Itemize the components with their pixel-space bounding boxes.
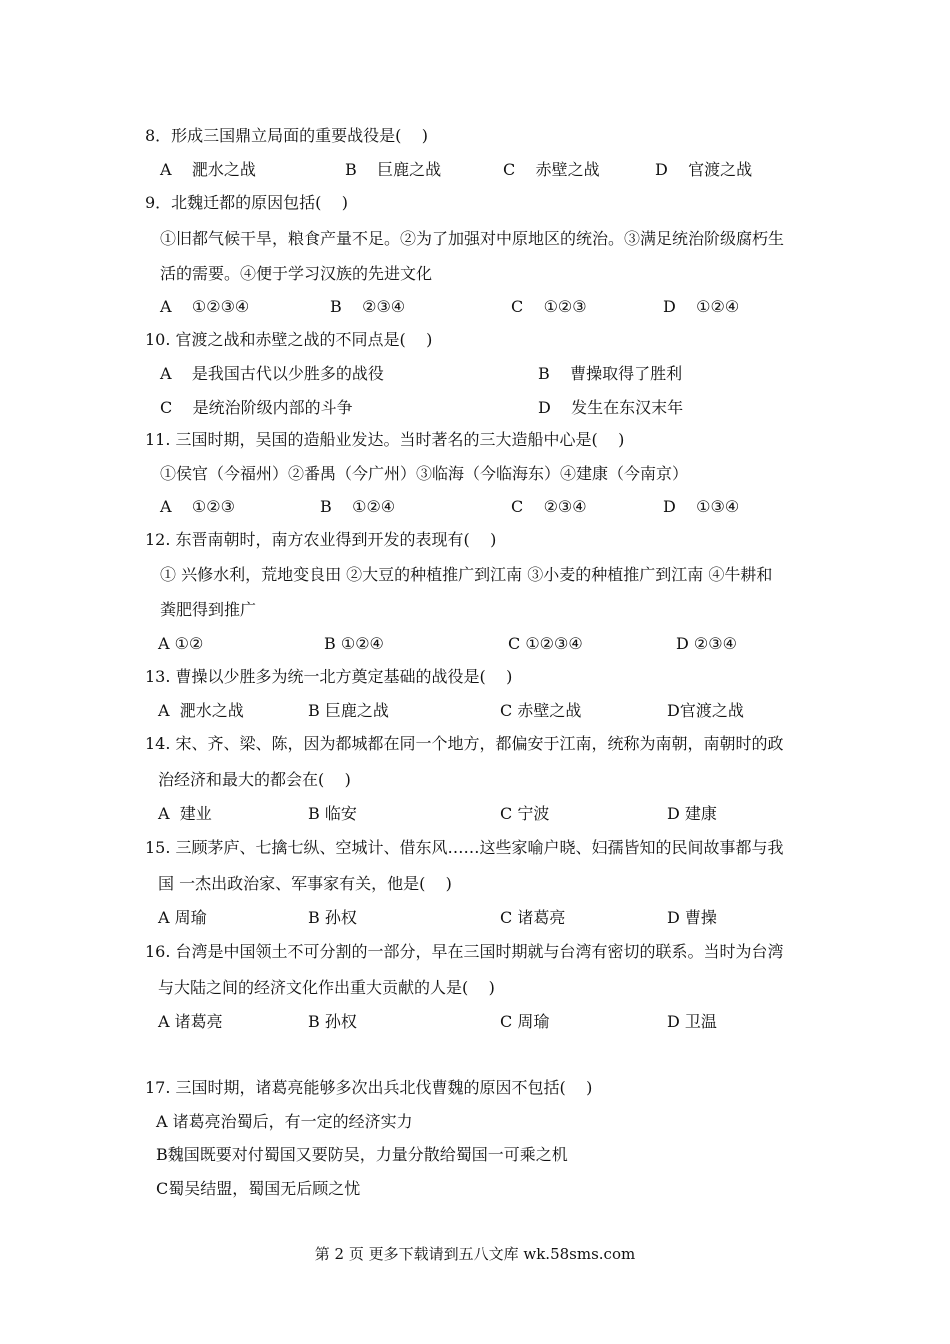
question-8-option-d: D 官渡之战 [655,160,753,179]
question-15-option-c: C 诸葛亮 [500,908,566,927]
question-13-option-a: A 淝水之战 [158,701,244,720]
question-14-stem-line-2: 治经济和最大的都会在( ) [158,770,351,789]
question-9-stem-line-3: 活的需要。④便于学习汉族的先进文化 [160,264,433,283]
question-8-option-c: C 赤壁之战 [503,160,600,179]
question-14-stem: 14. 宋、齐、梁、陈，因为都城都在同一个地方，都偏安于江南，统称为南朝，南朝时的政 [145,734,784,753]
question-17-option-c: C蜀吴结盟，蜀国无后顾之忧 [156,1179,361,1198]
question-8-option-b: B 巨鹿之战 [345,160,442,179]
question-16-option-d: D 卫温 [667,1012,717,1031]
question-9-option-b: B ②③④ [330,297,406,316]
question-9-option-c: C ①②③ [511,297,587,316]
question-11-stem-line-2: ①侯官（今福州）②番禺（今广州）③临海（今临海东）④建康（今南京） [160,464,689,483]
question-11-option-d: D ①③④ [663,497,740,516]
question-15-option-b: B 孙权 [308,908,357,927]
question-16-option-c: C 周瑜 [500,1012,550,1031]
question-14-option-b: B 临安 [308,804,357,823]
question-16-option-b: B 孙权 [308,1012,357,1031]
question-9-stem-line-2: ①旧都气候干旱，粮食产量不足。②为了加强对中原地区的统治。③满足统治阶级腐朽生 [160,229,785,248]
question-10-option-d: D 发生在东汉末年 [538,398,684,417]
question-11-option-b: B ①②④ [320,497,396,516]
question-15-stem-line-2: 国 一杰出政治家、军事家有关，他是( ) [158,874,452,893]
page-footer: 第 2 页 更多下载请到五八文库 wk.58sms.com [314,1245,636,1263]
question-17-option-a: A 诸葛亮治蜀后，有一定的经济实力 [156,1112,413,1131]
question-10-option-c: C 是统治阶级内部的斗争 [160,398,353,417]
question-13-option-d: D官渡之战 [667,701,744,720]
question-11-stem: 11. 三国时期，吴国的造船业发达。当时著名的三大造船中心是( ) [145,430,625,449]
question-15-stem: 15. 三顾茅庐、七擒七纵、空城计、借东风……这些家喻户晓、妇孺皆知的民间故事都与我 [145,838,784,857]
question-12-stem-line-2: ① 兴修水利，荒地变良田 ②大豆的种植推广到江南 ③小麦的种植推广到江南 ④牛耕和 [160,565,773,584]
question-11-option-a: A ①②③ [160,497,235,516]
question-8-option-a: A 淝水之战 [160,160,256,179]
question-8-stem: 8．形成三国鼎立局面的重要战役是( ) [145,126,429,145]
question-15-option-a: A 周瑜 [158,908,207,927]
question-9-option-d: D ①②④ [663,297,740,316]
question-12-option-c: C ①②③④ [508,634,583,653]
question-16-stem-line-2: 与大陆之间的经济文化作出重大贡献的人是( ) [158,978,495,997]
question-13-option-c: C 赤壁之战 [500,701,582,720]
question-12-stem-line-3: 粪肥得到推广 [160,600,257,619]
question-12-option-b: B ①②④ [324,634,384,653]
question-10-option-a: A 是我国古代以少胜多的战役 [160,364,384,383]
question-17-option-b: B魏国既要对付蜀国又要防吴，力量分散给蜀国一可乘之机 [156,1145,568,1164]
question-14-option-a: A 建业 [158,804,212,823]
question-14-option-d: D 建康 [667,804,717,823]
question-10-stem: 10. 官渡之战和赤壁之战的不同点是( ) [145,330,433,349]
question-10-option-b: B 曹操取得了胜利 [538,364,683,383]
question-12-option-a: A ①② [158,634,204,653]
question-12-option-d: D ②③④ [676,634,737,653]
question-16-option-a: A 诸葛亮 [158,1012,223,1031]
question-17-stem: 17. 三国时期，诸葛亮能够多次出兵北伐曹魏的原因不包括( ) [145,1078,593,1097]
question-9-stem: 9．北魏迁都的原因包括( ) [145,193,349,212]
question-11-option-c: C ②③④ [511,497,587,516]
question-12-stem: 12. 东晋南朝时，南方农业得到开发的表现有( ) [145,530,497,549]
question-15-option-d: D 曹操 [667,908,717,927]
question-16-stem: 16. 台湾是中国领土不可分割的一部分，早在三国时期就与台湾有密切的联系。当时为台湾 [145,942,784,961]
question-13-stem: 13. 曹操以少胜多为统一北方奠定基础的战役是( ) [145,667,513,686]
question-13-option-b: B 巨鹿之战 [308,701,389,720]
question-14-option-c: C 宁波 [500,804,550,823]
question-9-option-a: A ①②③④ [160,297,250,316]
